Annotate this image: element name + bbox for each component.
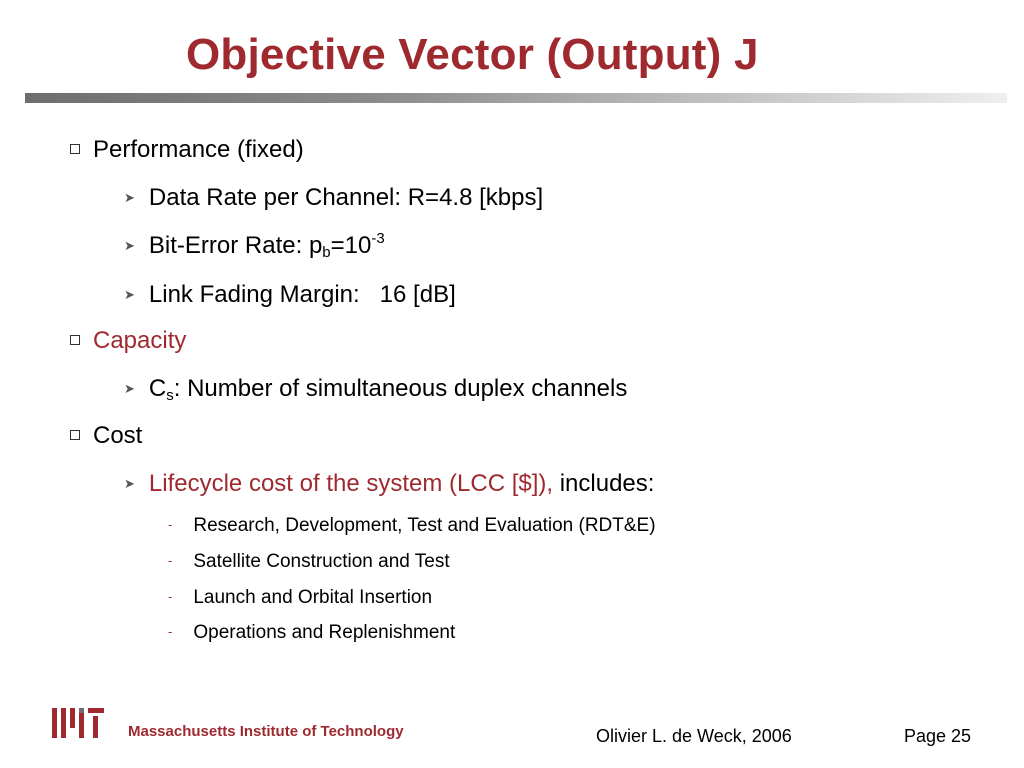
subsubbullet-text: Research, Development, Test and Evaluation (RDT&E) [193, 515, 656, 536]
arrow-bullet-icon: ➤ [124, 381, 135, 396]
subsubbullet-text: Satellite Construction and Test [193, 551, 450, 572]
dash-bullet-icon: - [168, 517, 173, 532]
superscript: -3 [371, 230, 385, 247]
subbullet-link-fading-margin [124, 281, 456, 309]
dash-bullet-icon: - [168, 589, 173, 604]
subscript: b [322, 244, 331, 261]
mit-logo-icon [52, 708, 104, 738]
subsubbullet-text: Operations and Replenishment [193, 622, 456, 643]
subsubbullet-launch [168, 587, 432, 609]
arrow-bullet-icon: ➤ [124, 238, 135, 253]
subbullet-bit-error-rate [124, 232, 385, 260]
slide-title: Objective Vector (Output) J [186, 30, 759, 79]
bullet-performance [70, 136, 304, 164]
page-number: Page 25 [904, 726, 972, 746]
square-bullet-icon [70, 144, 80, 154]
footer-author: Olivier L. de Weck, 2006 [596, 726, 792, 746]
dash-bullet-icon: - [168, 553, 173, 568]
subsubbullet-construction [168, 551, 450, 573]
square-bullet-icon [70, 430, 80, 440]
subbullet-text: Link Fading Margin: 16 [dB] [148, 281, 456, 308]
subbullet-text-highlight: Lifecycle cost of the system (LCC [$]), [148, 470, 554, 497]
subbullet-data-rate [124, 184, 543, 212]
arrow-bullet-icon: ➤ [124, 190, 135, 205]
subbullet-text: Bit-Error Rate: p [148, 232, 323, 259]
institution-name: Massachusetts Institute of Technology [128, 723, 404, 740]
subsubbullet-operations [168, 622, 455, 644]
square-bullet-icon [70, 335, 80, 345]
subbullet-text: =10 [330, 232, 372, 259]
bullet-label: Capacity [93, 327, 187, 354]
bullet-cost [70, 422, 142, 450]
subbullet-text: Data Rate per Channel: R=4.8 [kbps] [148, 184, 544, 211]
bullet-capacity [70, 327, 186, 355]
subbullet-capacity-channels [124, 375, 627, 403]
subbullet-text: : Number of simultaneous duplex channels [173, 375, 628, 402]
dash-bullet-icon: - [168, 624, 173, 639]
subbullet-lifecycle-cost [124, 470, 654, 498]
arrow-bullet-icon: ➤ [124, 287, 135, 302]
bullet-label: Performance (fixed) [93, 136, 304, 163]
subsubbullet-rdte [168, 515, 656, 537]
subbullet-text: C [148, 375, 167, 402]
arrow-bullet-icon: ➤ [124, 476, 135, 491]
bullet-label: Cost [93, 422, 143, 449]
subsubbullet-text: Launch and Orbital Insertion [193, 587, 433, 608]
subbullet-text: includes: [553, 470, 655, 497]
subscript: s [166, 387, 174, 404]
